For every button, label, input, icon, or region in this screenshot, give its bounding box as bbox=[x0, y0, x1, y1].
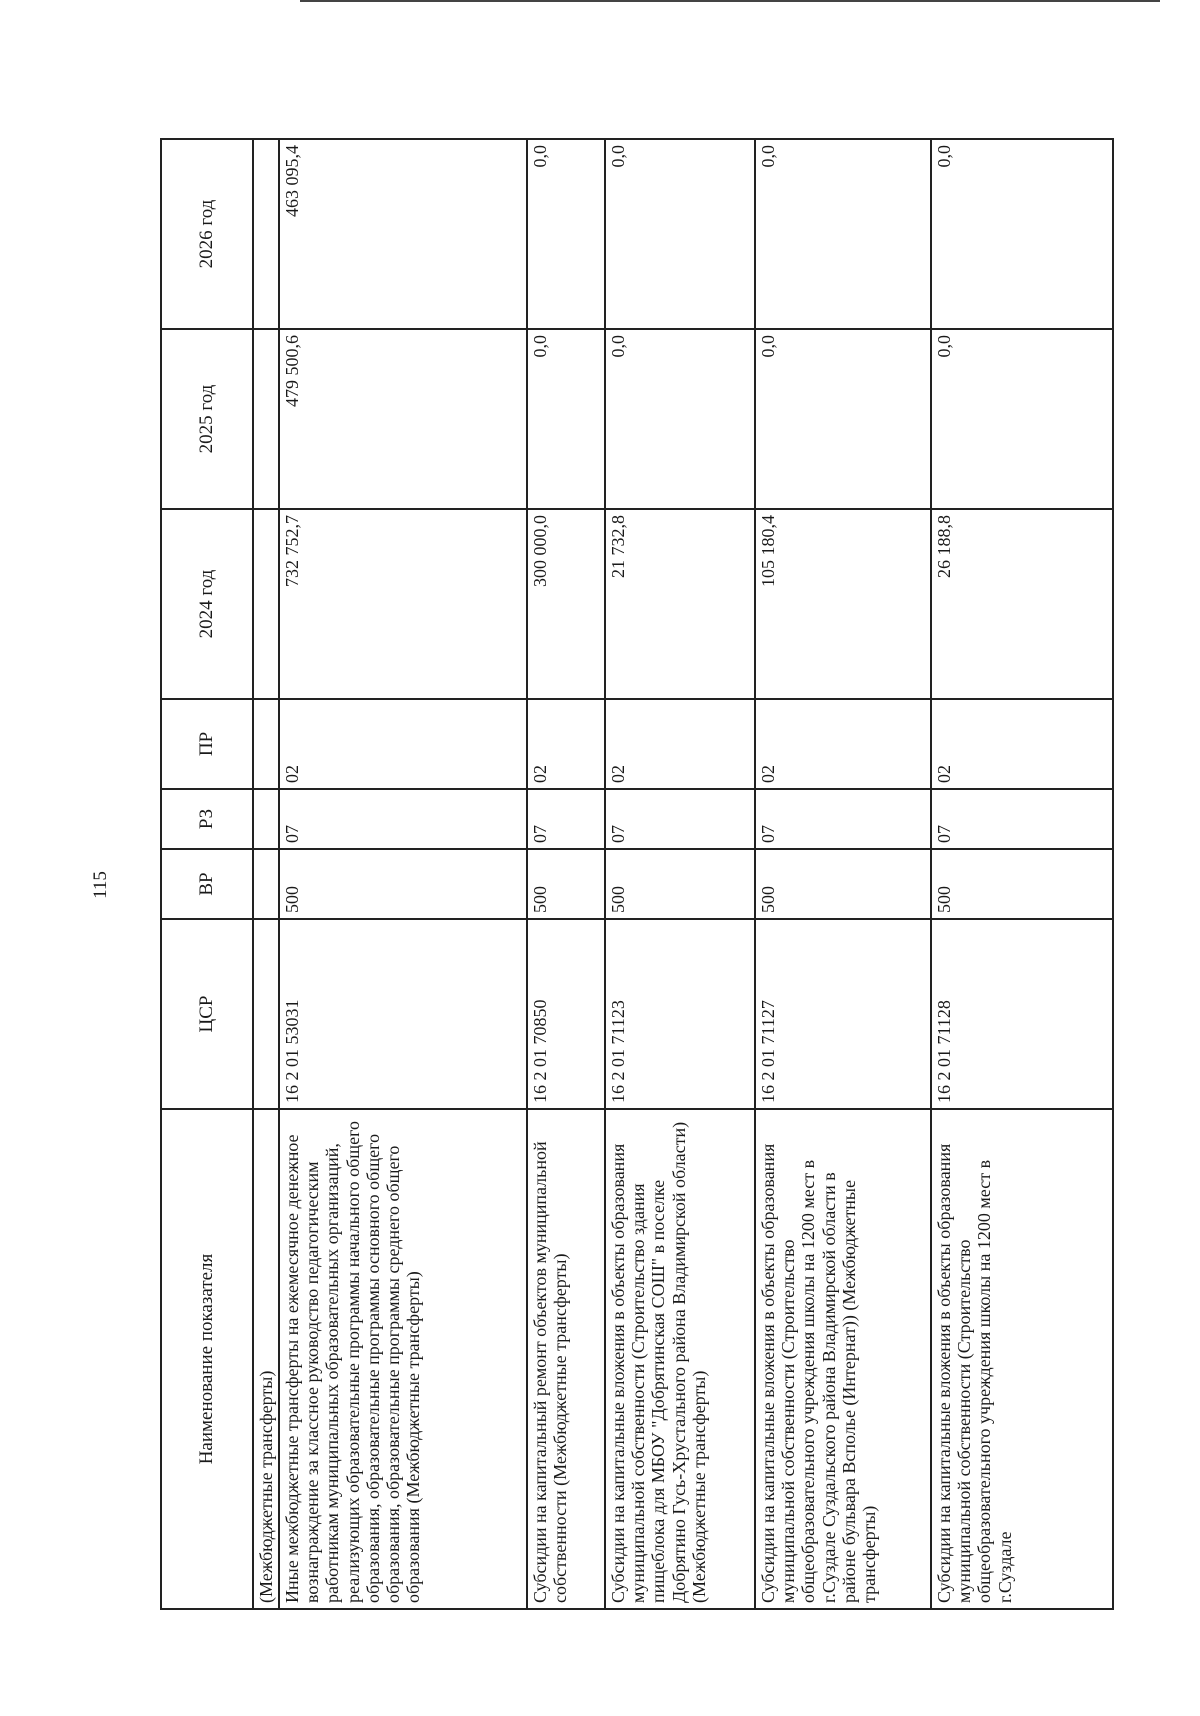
header-vr: ВР bbox=[161, 849, 253, 919]
cell-csr: 16 2 01 71128 bbox=[931, 919, 1113, 1109]
cell-2025 bbox=[253, 329, 279, 509]
cell-pr bbox=[253, 699, 279, 789]
cell-2024: 732 752,7 bbox=[279, 509, 527, 699]
cell-vr: 500 bbox=[931, 849, 1113, 919]
cell-rz: 07 bbox=[279, 789, 527, 849]
table-row bbox=[605, 139, 755, 1609]
budget-table bbox=[160, 138, 1114, 1610]
cell-rz: 07 bbox=[527, 789, 605, 849]
header-pr: ПР bbox=[161, 699, 253, 789]
table-row bbox=[527, 139, 605, 1609]
cell-2026: 0,0 bbox=[931, 139, 1113, 329]
header-2026: 2026 год bbox=[161, 139, 253, 329]
cell-2026: 0,0 bbox=[605, 139, 755, 329]
cell-2024: 21 732,8 bbox=[605, 509, 755, 699]
cell-name: (Межбюджетные трансферты) bbox=[253, 1109, 279, 1609]
cell-pr: 02 bbox=[605, 699, 755, 789]
cell-rz: 07 bbox=[931, 789, 1113, 849]
header-2024: 2024 год bbox=[161, 509, 253, 699]
cell-vr: 500 bbox=[755, 849, 931, 919]
cell-2024: 300 000,0 bbox=[527, 509, 605, 699]
cell-pr: 02 bbox=[755, 699, 931, 789]
cell-name: Субсидии на капитальный ремонт объектов муниципальной собственности (Межбюджетные трансферты) bbox=[527, 1109, 605, 1609]
cell-rz bbox=[253, 789, 279, 849]
table-row bbox=[279, 139, 527, 1609]
cell-2024: 105 180,4 bbox=[755, 509, 931, 699]
table-row bbox=[253, 139, 279, 1609]
top-edge-line bbox=[300, 0, 1160, 2]
cell-2025: 0,0 bbox=[755, 329, 931, 509]
cell-vr: 500 bbox=[527, 849, 605, 919]
cell-2024 bbox=[253, 509, 279, 699]
cell-vr: 500 bbox=[605, 849, 755, 919]
table-row bbox=[755, 139, 931, 1609]
cell-name: Субсидии на капитальные вложения в объекты образования муниципальной собственности (Строительство общеобразовательного учреждения школы на 1200 мест в г.Суздале Суздальского района Владимирской области в районе бульвара Всполье (Интернат)) (Межбюджетные трансферты) bbox=[755, 1109, 931, 1609]
cell-2025: 479 500,6 bbox=[279, 329, 527, 509]
cell-rz: 07 bbox=[755, 789, 931, 849]
cell-2026: 463 095,4 bbox=[279, 139, 527, 329]
cell-2025: 0,0 bbox=[931, 329, 1113, 509]
cell-csr: 16 2 01 71123 bbox=[605, 919, 755, 1109]
cell-2025: 0,0 bbox=[527, 329, 605, 509]
page-number: 115 bbox=[90, 871, 111, 899]
cell-2025: 0,0 bbox=[605, 329, 755, 509]
cell-csr: 16 2 01 53031 bbox=[279, 919, 527, 1109]
rotated-table-frame bbox=[160, 140, 1110, 1610]
table-container bbox=[160, 140, 1110, 1610]
header-name: Наименование показателя bbox=[161, 1109, 253, 1609]
table-header-row bbox=[161, 139, 253, 1609]
table-row bbox=[931, 139, 1113, 1609]
cell-name: Иные межбюджетные трансферты на ежемесячное денежное вознаграждение за классное руководство педагогическим работникам муниципальных образовательных организаций, реализующих образовательные программы начального общего образования, образовательные программы основного общего образования, образовательные программы среднего общего образования (Межбюджетные трансферты) bbox=[279, 1109, 527, 1609]
cell-vr bbox=[253, 849, 279, 919]
cell-pr: 02 bbox=[527, 699, 605, 789]
cell-vr: 500 bbox=[279, 849, 527, 919]
cell-name: Субсидии на капитальные вложения в объекты образования муниципальной собственности (Строительство здания пищеблока для МБОУ "Добрятинская СОШ" в поселке Добрятино Гусь-Хрустального района Владимирской области) (Межбюджетные трансферты) bbox=[605, 1109, 755, 1609]
cell-2026 bbox=[253, 139, 279, 329]
header-csr: ЦСР bbox=[161, 919, 253, 1109]
cell-2026: 0,0 bbox=[527, 139, 605, 329]
header-2025: 2025 год bbox=[161, 329, 253, 509]
cell-csr: 16 2 01 71127 bbox=[755, 919, 931, 1109]
cell-csr bbox=[253, 919, 279, 1109]
cell-2026: 0,0 bbox=[755, 139, 931, 329]
cell-pr: 02 bbox=[931, 699, 1113, 789]
header-rz: РЗ bbox=[161, 789, 253, 849]
cell-name: Субсидии на капитальные вложения в объекты образования муниципальной собственности (Строительство общеобразовательного учреждения школы на 1200 мест в г.Суздале bbox=[931, 1109, 1113, 1609]
cell-pr: 02 bbox=[279, 699, 527, 789]
cell-rz: 07 bbox=[605, 789, 755, 849]
cell-2024: 26 188,8 bbox=[931, 509, 1113, 699]
cell-csr: 16 2 01 70850 bbox=[527, 919, 605, 1109]
